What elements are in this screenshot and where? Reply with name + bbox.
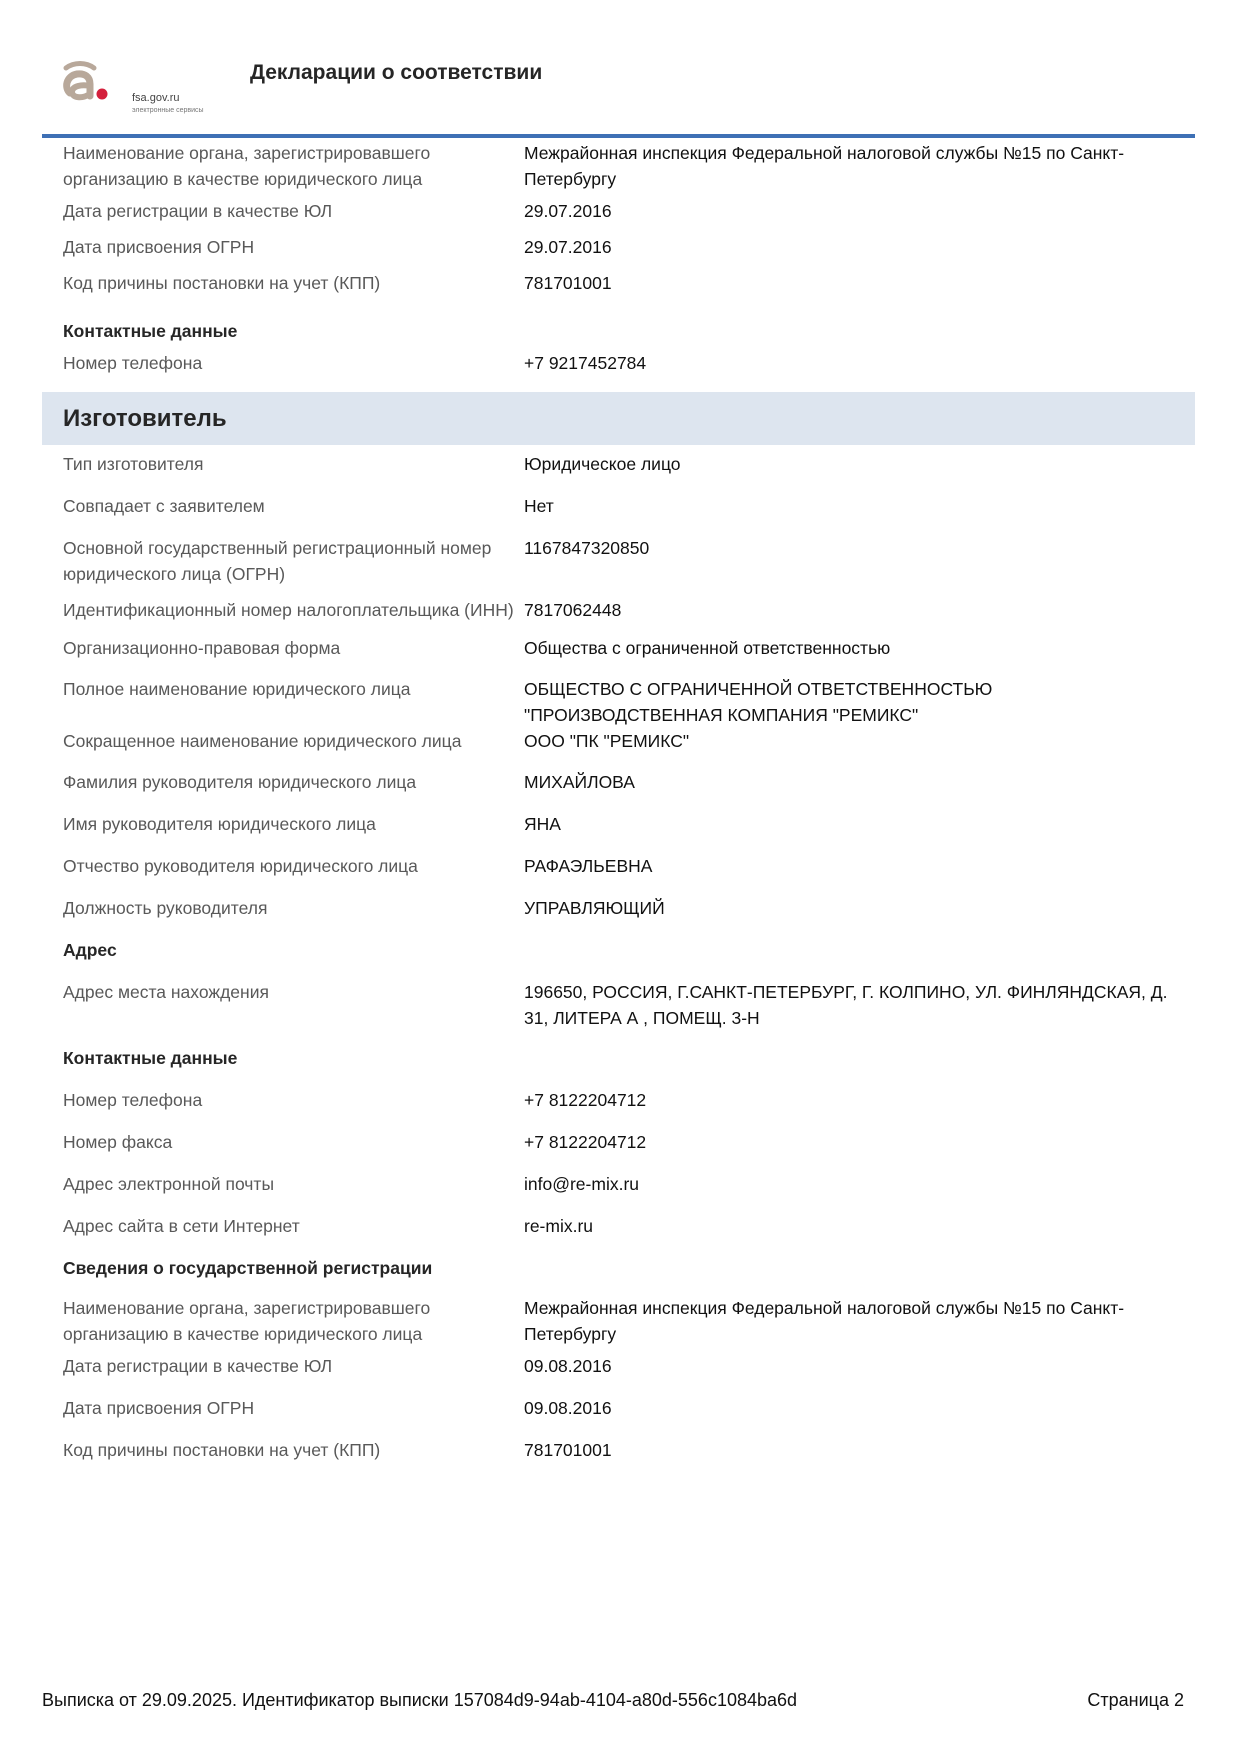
field-value: ЯНА (524, 814, 561, 834)
field-row (42, 979, 1195, 1031)
field-value: 196650, РОССИЯ, Г.САНКТ-ПЕТЕРБУРГ, Г. КОЛПИНО, УЛ. ФИНЛЯНДСКАЯ, Д. 31, ЛИТЕРА А , ПОМЕЩ. 3-Н (524, 982, 1168, 1028)
field-value: 7817062448 (524, 600, 622, 620)
field-label: Наименование органа, зарегистрировавшего организацию в качестве юридического лица (63, 1298, 431, 1344)
field-label: Номер факса (63, 1132, 173, 1152)
field-row (42, 451, 1195, 477)
field-label: Дата регистрации в качестве ЮЛ (63, 201, 333, 221)
field-row (42, 1171, 1195, 1197)
field-row (42, 140, 1195, 192)
field-value: РАФАЭЛЬЕВНА (524, 856, 653, 876)
field-row (42, 270, 1195, 296)
field-row (42, 1213, 1195, 1239)
field-row (42, 1087, 1195, 1113)
field-row (42, 1129, 1195, 1155)
field-label: Дата присвоения ОГРН (63, 1398, 255, 1418)
field-value: УПРАВЛЯЮЩИЙ (524, 898, 665, 918)
field-row (42, 728, 1195, 754)
field-label: Тип изготовителя (63, 454, 204, 474)
field-label: Совпадает с заявителем (63, 496, 265, 516)
field-value: 781701001 (524, 1440, 612, 1460)
field-label: Должность руководителя (63, 898, 268, 918)
field-label: Наименование органа, зарегистрировавшего организацию в качестве юридического лица (63, 143, 431, 189)
field-value: ООО "ПК "РЕМИКС" (524, 731, 690, 751)
field-label: Адрес электронной почты (63, 1174, 275, 1194)
field-value: +7 8122204712 (524, 1090, 647, 1110)
field-row (42, 811, 1195, 837)
field-row (42, 1437, 1195, 1463)
field-label: Дата регистрации в качестве ЮЛ (63, 1356, 333, 1376)
field-value: 781701001 (524, 273, 612, 293)
field-row (42, 635, 1195, 661)
field-value: 09.08.2016 (524, 1398, 612, 1418)
field-row (42, 234, 1195, 260)
field-value: 29.07.2016 (524, 201, 612, 221)
field-row (42, 597, 1195, 623)
field-label: Код причины постановки на учет (КПП) (63, 273, 381, 293)
document-body (42, 140, 1195, 1463)
fsa-logo-icon (60, 58, 130, 108)
field-row (42, 769, 1195, 795)
field-label: Адрес сайта в сети Интернет (63, 1216, 300, 1236)
field-row (42, 198, 1195, 224)
section-header-manufacturer: Изготовитель (42, 392, 1195, 445)
email-link[interactable]: info@re-mix.ru (524, 1174, 640, 1194)
field-label: Сокращенное наименование юридического лица (63, 731, 462, 751)
header-divider (42, 134, 1195, 138)
field-row (42, 1353, 1195, 1379)
field-label: Организационно-правовая форма (63, 638, 341, 658)
field-row (42, 895, 1195, 921)
contacts-heading: Контактные данные (63, 321, 238, 341)
logo-name: fsa.gov.ru (132, 92, 180, 104)
field-value: 29.07.2016 (524, 237, 612, 257)
field-value: ОБЩЕСТВО С ОГРАНИЧЕННОЙ ОТВЕТСТВЕННОСТЬЮ "ПРОИЗВОДСТВЕННАЯ КОМПАНИЯ "РЕМИКС" (524, 679, 993, 725)
field-value: 1167847320850 (524, 538, 650, 558)
field-label: Идентификационный номер налогоплательщика (ИНН) (63, 600, 514, 620)
field-label: Дата присвоения ОГРН (63, 237, 255, 257)
field-label: Номер телефона (63, 1090, 203, 1110)
extract-info: Выписка от 29.09.2025. Идентификатор выписки 157084d9-94ab-4104-a80d-556c1084ba6d (42, 1690, 798, 1710)
page-title: Декларации о соответствии (250, 61, 543, 84)
page-number: Страница 2 (1087, 1690, 1184, 1710)
field-value: 09.08.2016 (524, 1356, 612, 1376)
field-value: Межрайонная инспекция Федеральной налоговой службы №15 по Санкт-Петербургу (524, 1298, 1125, 1344)
field-value: Межрайонная инспекция Федеральной налоговой службы №15 по Санкт-Петербургу (524, 143, 1125, 189)
address-heading: Адрес (63, 940, 117, 960)
field-value: +7 9217452784 (524, 353, 647, 373)
field-label: Номер телефона (63, 353, 203, 373)
field-row (42, 676, 1195, 728)
field-row (42, 535, 1195, 587)
page-header (42, 50, 1195, 138)
field-row (42, 493, 1195, 519)
field-value: Общества с ограниченной ответственностью (524, 638, 891, 658)
website-link[interactable]: re-mix.ru (524, 1216, 594, 1236)
contacts-heading: Контактные данные (63, 1048, 238, 1068)
field-label: Фамилия руководителя юридического лица (63, 772, 417, 792)
field-label: Основной государственный регистрационный номер юридического лица (ОГРН) (63, 538, 492, 584)
field-value: +7 8122204712 (524, 1132, 647, 1152)
field-label: Код причины постановки на учет (КПП) (63, 1440, 381, 1460)
field-row (42, 853, 1195, 879)
field-row (42, 350, 1195, 376)
registration-heading: Сведения о государственной регистрации (63, 1258, 433, 1278)
field-label: Имя руководителя юридического лица (63, 814, 376, 834)
fsa-logo[interactable] (60, 58, 210, 118)
logo-subtitle: электронные сервисы (132, 107, 204, 114)
field-row (42, 1395, 1195, 1421)
field-value: Нет (524, 496, 554, 516)
field-label: Адрес места нахождения (63, 982, 269, 1002)
page-footer (42, 1690, 1184, 1711)
field-label: Полное наименование юридического лица (63, 679, 411, 699)
field-row (42, 1295, 1195, 1347)
field-label: Отчество руководителя юридического лица (63, 856, 418, 876)
field-value: МИХАЙЛОВА (524, 772, 635, 792)
field-value: Юридическое лицо (524, 454, 681, 474)
